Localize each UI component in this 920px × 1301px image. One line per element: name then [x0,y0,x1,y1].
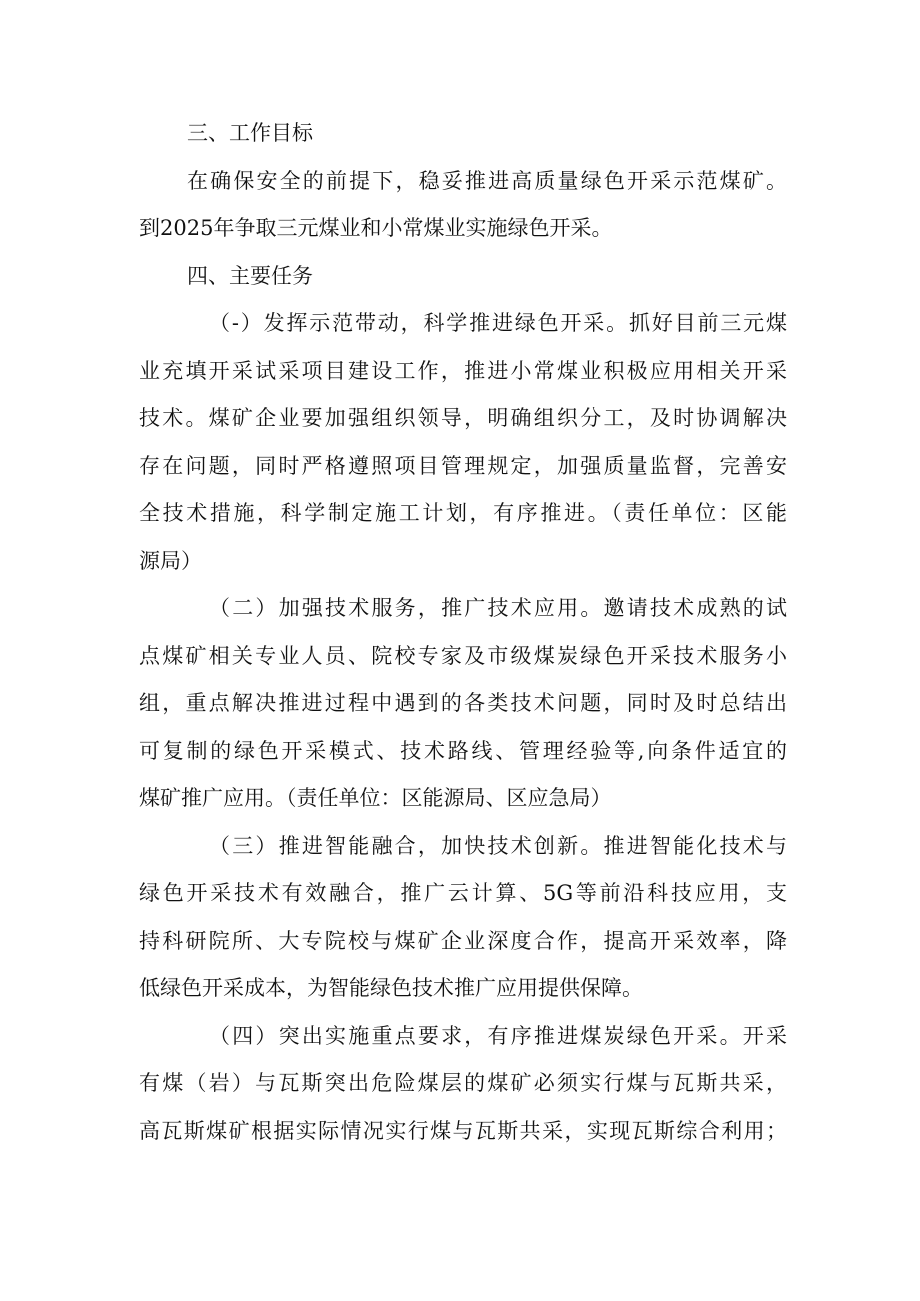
section-heading-work-goals: 三、工作目标 [187,121,313,145]
paragraph-line: 可复制的绿色开采模式、技术路线、管理经验等,向条件适宜的 [139,738,787,763]
document-body [139,110,787,1155]
paragraph-line: 煤矿推广应用。（责任单位：区能源局、区应急局） [139,786,612,810]
paragraph-line: 存在问题，同时严格遵照项目管理规定，加强质量监督，完善安 [139,453,787,478]
paragraph-line: 绿色开采技术有效融合，推广云计算、5G等前沿科技应用，支 [139,881,787,905]
paragraph-line: （四）突出实施重点要求，有序推进煤炭绿色开采。开采 [209,1023,787,1048]
paragraph-line: 源局） [139,548,202,573]
paragraph-line: 低绿色开采成本，为智能绿色技术推广应用提供保障。 [139,976,643,1000]
paragraph-line: 到2025年争取三元煤业和小常煤业实施绿色开采。 [139,216,613,240]
paragraph-line: 点煤矿相关专业人员、院校专家及市级煤炭绿色开采技术服务小 [139,643,787,668]
paragraph-line: 有煤（岩）与瓦斯突出危险煤层的煤矿必须实行煤与瓦斯共采， [139,1071,787,1095]
paragraph-line: 高瓦斯煤矿根据实际情况实行煤与瓦斯共采，实现瓦斯综合利用； [139,1118,787,1143]
paragraph-line: （-）发挥示范带动，科学推进绿色开采。抓好目前三元煤 [209,311,787,335]
paragraph-line: （三）推进智能融合，加快技术创新。推进智能化技术与 [209,833,787,858]
paragraph-line: （二）加强技术服务，推广技术应用。邀请技术成熟的试 [209,596,787,620]
section-heading-main-tasks: 四、主要任务 [187,263,313,288]
paragraph-line: 业充填开采试采项目建设工作，推进小常煤业积极应用相关开采 [139,358,787,383]
paragraph-line: 技术。煤矿企业要加强组织领导，明确组织分工，及时协调解决 [139,406,787,430]
paragraph-line: 全技术措施，科学制定施工计划，有序推进。（责任单位：区能 [139,501,787,525]
paragraph-line: 在确保安全的前提下，稳妥推进高质量绿色开采示范煤矿。 [187,168,787,193]
paragraph-line: 持科研院所、大专院校与煤矿企业深度合作，提高开采效率，降 [139,928,787,953]
paragraph-line: 组，重点解决推进过程中遇到的各类技术问题，同时及时总结出 [139,691,787,715]
